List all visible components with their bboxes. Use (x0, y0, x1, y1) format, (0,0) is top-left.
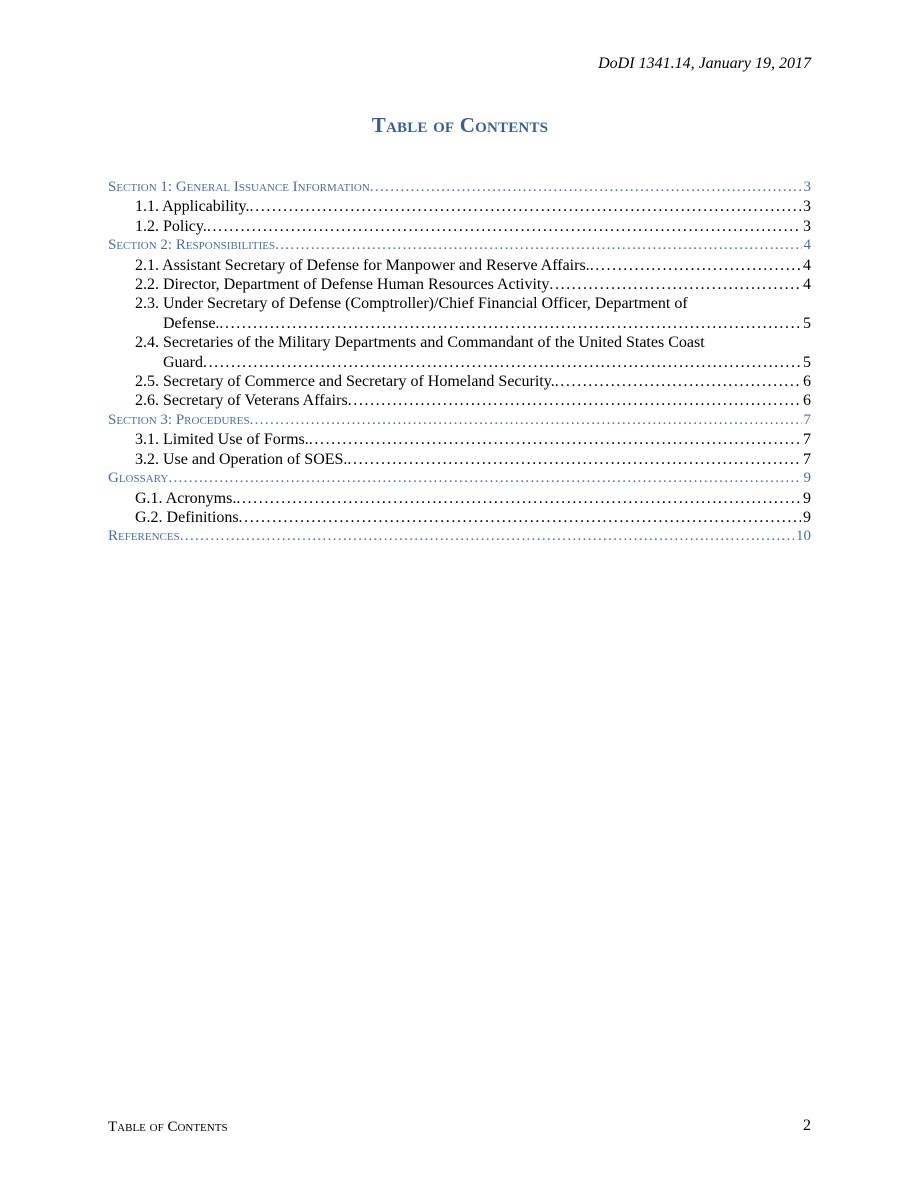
dot-leader (180, 527, 794, 546)
toc-label-line-2: Defense. (163, 314, 220, 332)
toc-label-line-1: 2.4. Secretaries of the Military Departments and Commandant of the United States Coast (135, 334, 705, 352)
toc-entry-2-4[interactable] (108, 333, 811, 372)
toc-label: G.1. Acronyms. (135, 489, 237, 507)
toc-entry-2-5[interactable] (108, 372, 811, 391)
toc-label: References (108, 528, 180, 545)
toc-label: Section 3: Procedures (108, 411, 250, 428)
toc-section-1[interactable] (108, 178, 811, 197)
toc-label: Section 2: Responsibilities (108, 237, 276, 254)
toc-label: 1.2. Policy. (135, 217, 207, 235)
toc-page-number: 9 (803, 470, 811, 487)
toc-label: 2.2. Director, Department of Defense Human Resources Activity (135, 276, 550, 294)
toc-label: 3.2. Use and Operation of SOES. (135, 450, 348, 468)
dot-leader (549, 275, 801, 294)
toc-label: 3.1. Limited Use of Forms. (135, 431, 309, 449)
toc-entry-2-6[interactable] (108, 391, 811, 410)
dot-leader (250, 411, 802, 430)
dot-leader (250, 197, 801, 216)
table-of-contents (108, 178, 811, 547)
toc-entry-2-3[interactable] (108, 294, 811, 333)
toc-section-2[interactable] (108, 236, 811, 255)
toc-page-number: 5 (803, 353, 811, 371)
toc-label: Glossary (108, 470, 169, 487)
dot-leader (348, 391, 801, 410)
toc-page-number: 6 (803, 373, 811, 391)
dot-leader (207, 217, 801, 236)
toc-page-number: 9 (803, 489, 811, 507)
toc-page-number: 9 (803, 508, 811, 526)
toc-label: G.2. Definitions (135, 508, 239, 526)
toc-label-line-1: 2.3. Under Secretary of Defense (Comptroller)/Chief Financial Officer, Department of (135, 295, 688, 313)
toc-label: Section 1: General Issuance Information (108, 179, 370, 195)
toc-page-number: 3 (803, 217, 811, 235)
dot-leader (275, 236, 801, 255)
toc-entry-g-1[interactable] (108, 489, 811, 508)
toc-page-number: 7 (803, 431, 811, 449)
toc-page-number: 3 (803, 179, 811, 195)
dot-leader (370, 178, 802, 197)
toc-page-number: 6 (803, 392, 811, 410)
toc-page-number: 4 (803, 256, 811, 274)
dot-leader (168, 469, 801, 488)
toc-label: 2.5. Secretary of Commerce and Secretary of Homeland Security. (135, 373, 555, 391)
footer-page-number: 2 (803, 1117, 811, 1134)
toc-label: 1.1. Applicability. (135, 198, 250, 216)
toc-entry-1-2[interactable] (108, 217, 811, 236)
toc-entry-2-1[interactable] (108, 256, 811, 275)
page-title: Table of Contents (371, 113, 549, 137)
toc-continuation-line (135, 314, 811, 333)
toc-glossary[interactable] (108, 469, 811, 488)
toc-label-line-2: Guard (163, 353, 203, 371)
toc-section-3[interactable] (108, 411, 811, 430)
toc-page-number: 3 (803, 198, 811, 216)
toc-page-number: 7 (803, 411, 811, 428)
dot-leader (590, 256, 801, 275)
toc-page-number: 4 (803, 276, 811, 294)
toc-entry-1-1[interactable] (108, 197, 811, 216)
dot-leader (203, 353, 801, 372)
dot-leader (236, 489, 801, 508)
toc-continuation-line (135, 353, 811, 372)
toc-references[interactable] (108, 527, 811, 546)
toc-entry-3-2[interactable] (108, 450, 811, 469)
dot-leader (309, 430, 801, 449)
footer-section-name: Table of Contents (108, 1119, 228, 1135)
dot-leader (239, 508, 801, 527)
dot-leader (347, 450, 801, 469)
toc-entry-g-2[interactable] (108, 508, 811, 527)
document-reference: DoDI 1341.14, January 19, 2017 (598, 55, 811, 72)
toc-label: 2.6. Secretary of Veterans Affairs (135, 392, 348, 410)
toc-entry-2-2[interactable] (108, 275, 811, 294)
dot-leader (219, 314, 801, 333)
toc-page-number: 10 (796, 528, 811, 545)
dot-leader (555, 372, 801, 391)
toc-page-number: 5 (803, 314, 811, 332)
toc-page-number: 4 (803, 237, 811, 254)
toc-entry-3-1[interactable] (108, 430, 811, 449)
toc-label: 2.1. Assistant Secretary of Defense for Manpower and Reserve Affairs. (135, 256, 590, 274)
toc-page-number: 7 (803, 450, 811, 468)
